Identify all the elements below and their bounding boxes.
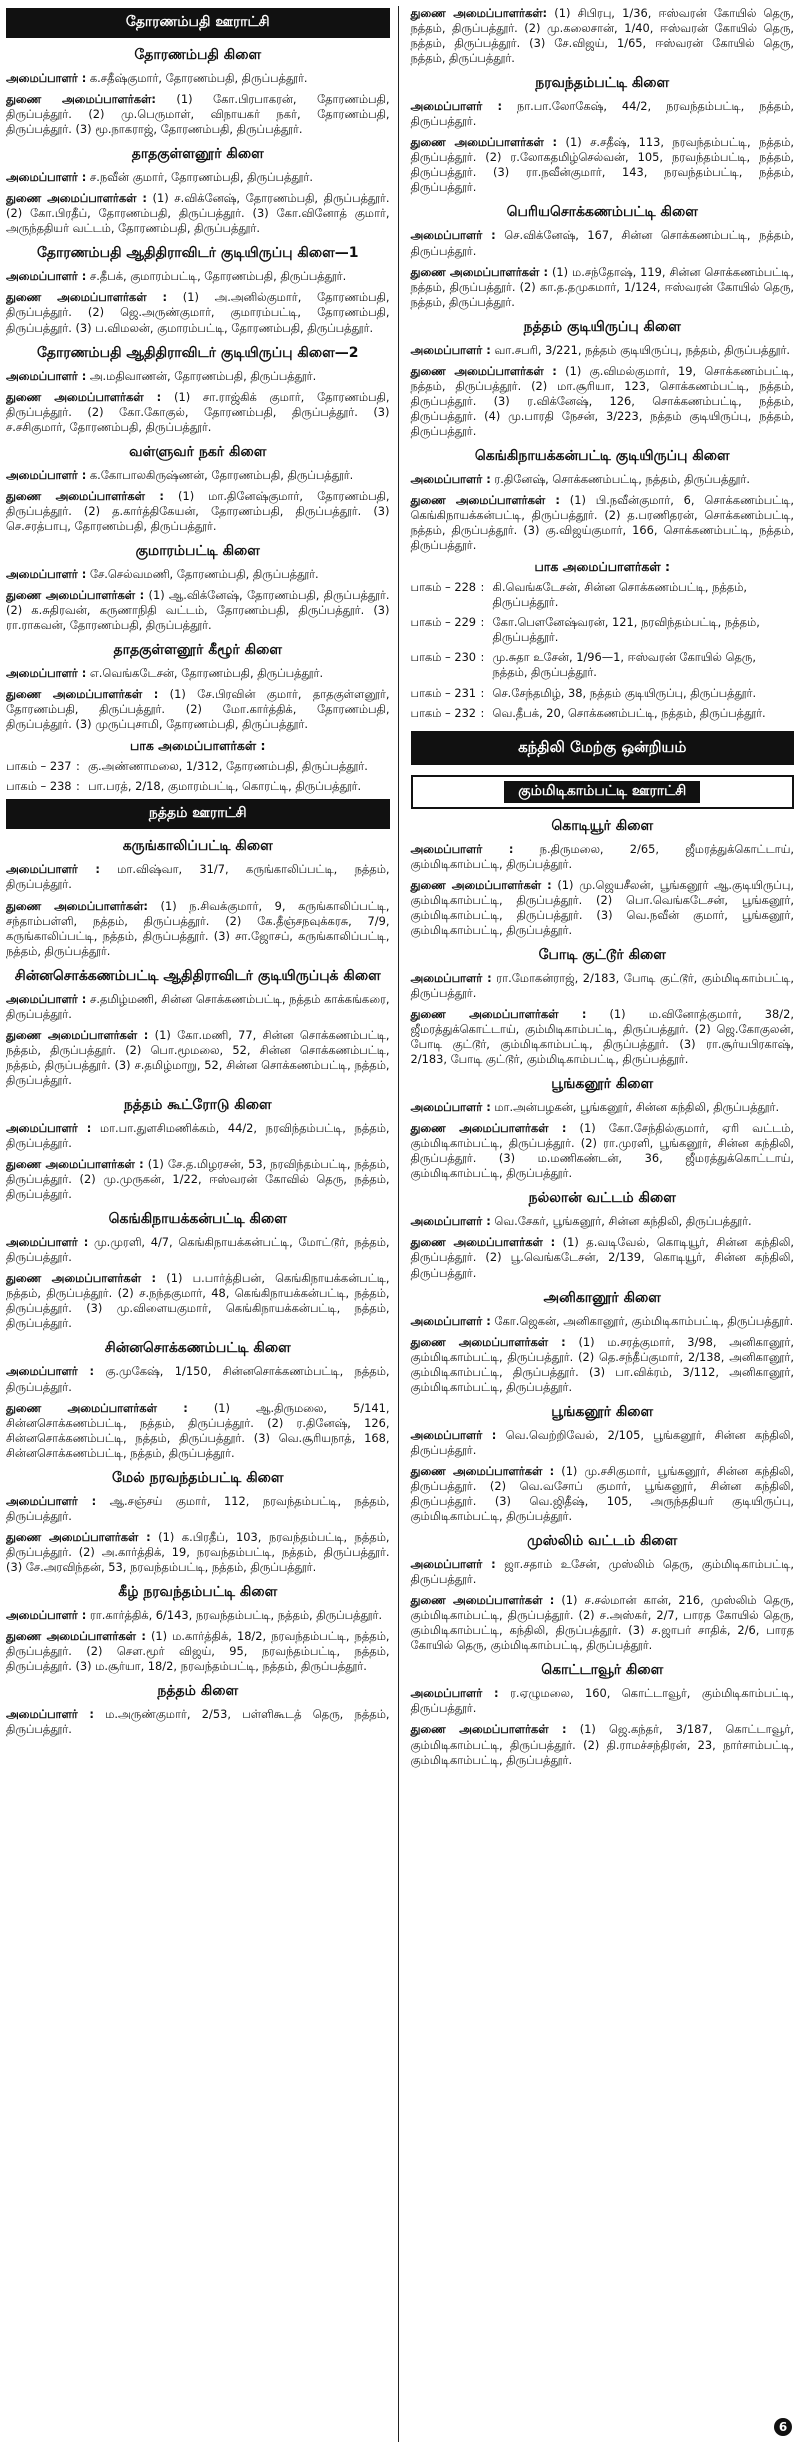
member-entry: [411, 842, 795, 872]
member-details: (1) ஆ.திருமலை, 5/141, சின்னசொக்கணம்பட்டி, நத்தம், திருப்பத்தூர். (2) ர.தினேஷ், 126, சின்னசொக்கணம்பட்டி, நத்தம், திருப்பத்தூர். (3) வெ.சூரியநாத், 168, சின்னசொக்கணம்பட்டி, நத்தம், திருப்பத்தூர்.: [6, 1400, 390, 1460]
booth-details: கோ.பௌனேஷ்வரன், 121, நரவிந்தம்பட்டி, நத்தம், திருப்பத்தூர்.: [492, 615, 760, 645]
booth-entry: [411, 686, 795, 701]
member-details: மா.விஷ்வா, 31/7, கருங்காலிப்பட்டி, நத்தம், திருப்பத்தூர்.: [6, 862, 390, 892]
booth-separator: :: [480, 685, 485, 700]
booth-entry: [411, 650, 795, 680]
member-entry: [411, 1557, 795, 1587]
branch-heading: தோரணம்பதி கிளை: [134, 47, 262, 63]
branch-heading: முஸ்லிம் வட்டம் கிளை: [527, 1533, 678, 1550]
role-label: அமைப்பாளர் :: [6, 862, 100, 877]
member-entry: [6, 687, 390, 732]
booth-details: கு.அண்ணாமலை, 1/312, தோரணம்பதி, திருப்பத்தூர்.: [88, 759, 368, 774]
branch-heading: பூங்கனூர் கிளை: [551, 1076, 654, 1093]
member-entry: [411, 364, 795, 439]
role-label: துணை அமைப்பாளர்கள் :: [6, 1271, 157, 1286]
member-entry: [411, 1428, 795, 1458]
member-details: ம.அருண்குமார், 2/53, பள்ளிகூடத் தெரு, நத்தம், திருப்பத்தூர்.: [6, 1707, 390, 1737]
role-label: அமைப்பாளர் :: [6, 566, 87, 581]
section-banner: தோரணம்பதி ஊராட்சி: [6, 8, 390, 38]
member-entry: [6, 1121, 390, 1151]
member-details: கோ.ஜெகன், அனிகானூர், கும்மிடிகாம்பட்டி, திருப்பத்தூர்.: [490, 1313, 794, 1328]
role-label: அமைப்பாளர் :: [410, 970, 492, 985]
member-entry: [411, 1100, 795, 1115]
member-entry: [6, 1401, 390, 1461]
role-label: அமைப்பாளர் :: [410, 471, 491, 486]
booth-entry: [6, 759, 390, 774]
member-details: (1) சே.பிரவின் குமார், தாதகுள்ளனூர், தோரணம்பதி, திருப்பத்தூர். (2) மோ.கார்த்திக், தோரணம்பதி, திருப்பத்தூர். (3) முருப்புசாமி, தோரணம்பதி, திருப்பத்தூர்.: [6, 687, 390, 732]
role-label: அமைப்பாளர் :: [6, 1707, 94, 1722]
section-banner-label: கும்மிடிகாம்பட்டி ஊராட்சி: [504, 781, 700, 803]
member-entry: [6, 290, 390, 335]
role-label: அமைப்பாளர் :: [410, 1557, 496, 1572]
member-details: சே.செல்வமணி, தோரணம்பதி, திருப்பத்தூர்.: [86, 566, 319, 581]
member-details: வெ.சேகர், பூங்கனூர், சின்ன கந்திலி, திருப்பத்தூர்.: [490, 1214, 752, 1229]
booth-separator: :: [480, 650, 485, 665]
member-details: (1) ச.சதீஷ், 113, நரவந்தம்பட்டி, நத்தம், திருப்பத்தூர். (2) ர.லோகதமிழ்செல்வன், 105, நரவந்தம்பட்டி, நத்தம், திருப்பத்தூர். (3) ரா.நவீன்குமார், 143, நரவந்தம்பட்டி, நத்தம், திருப்பத்தூர்.: [410, 135, 794, 195]
member-details: (1) ம.சரத்குமார், 3/98, அனிகானூர், கும்மிடிகாம்பட்டி, திருப்பத்தூர். (2) தெ.சந்தீப்குமார், 2/138, அனிகானூர், கும்மிடிகாம்பட்டி, திருப்பத்தூர். (3) பா.விக்ரம், 3/112, அனிகானூர், கும்மிடிகாம்பட்டி, திருப்பத்தூர்.: [410, 1334, 794, 1394]
role-label: அமைப்பாளர் :: [410, 1313, 491, 1328]
member-details: (1) சிபிரபு, 1/36, ஈஸ்வரன் கோயில் தெரு, நத்தம், திருப்பத்தூர். (2) மு.கலைசான், 1/40, ஈஸ்வரன் கோயில் தெரு, நத்தம், திருப்பத்தூர். (3) சே.விஜய், 1/65, ஈஸ்வரன் கோயில் தெரு, நத்தம், திருப்பத்தூர்.: [410, 6, 794, 66]
booth-heading: பாக அமைப்பாளர்கள் :: [534, 559, 671, 575]
booth-separator: :: [480, 580, 485, 595]
booth-entry: [6, 779, 390, 794]
role-label: அமைப்பாளர் :: [410, 342, 491, 357]
member-entry: [6, 1629, 390, 1674]
role-label: துணை அமைப்பாளர்கள் :: [410, 1006, 587, 1021]
role-label: அமைப்பாளர் :: [410, 1214, 491, 1229]
role-label: அமைப்பாளர் :: [6, 269, 87, 284]
member-details: வா.சபரி, 3/221, நத்தம் குடியிருப்பு, நத்தம், திருப்பத்தூர்.: [490, 342, 791, 357]
booth-details: செ.சேந்தமிழ், 38, நத்தம் குடியிருப்பு, திருப்பத்தூர்.: [492, 685, 757, 700]
role-label: துணை அமைப்பாளர்கள் :: [410, 1235, 556, 1250]
booth-separator: :: [76, 779, 80, 794]
role-label: அமைப்பாளர் :: [410, 1427, 497, 1442]
member-entry: [411, 971, 795, 1001]
member-details: மா.பா.துளசிமணிக்கம், 44/2, நரவிந்தம்பட்டி, நத்தம், திருப்பத்தூர்.: [6, 1120, 390, 1151]
branch-heading: நரவந்தம்பட்டி கிளை: [535, 75, 670, 92]
member-entry: [6, 269, 390, 284]
member-details: (1) மு.சசிகுமார், பூங்கனூர், சின்ன கந்திலி, திருப்பத்தூர். (2) வெ.வசோப் குமார், பூங்கனூர், சின்ன கந்திலி, திருப்பத்தூர். (3) வெ.ஜிதீஷ், 105, அருந்ததியர் குடியிருப்பு, கும்மிடிகாம்பட்டி, திருப்பத்தூர்.: [410, 1463, 794, 1524]
role-label: துணை அமைப்பாளர்கள் :: [6, 488, 164, 503]
booth-number: பாகம் – 238: [6, 779, 72, 794]
member-details: (1) கோ.சேந்தில்குமார், ஏரி வட்டம், கும்மிடிகாம்பட்டி, திருப்பத்தூர். (2) ரா.முரளி, பூங்கனூர், சின்ன கந்திலி, திருப்பத்தூர். (3) ம.மணிகண்டன், 36, ஜீமரத்துக்கொட்டாய், கும்மிடிகாம்பட்டி, திருப்பத்தூர்.: [410, 1121, 794, 1181]
member-entry: [6, 899, 390, 959]
branch-heading: நத்தம் குடியிருப்பு கிளை: [523, 318, 681, 335]
member-details: ந.திருமலை, 2/65, ஜீமரத்துக்கொட்டாய், கும்மிடிகாம்பட்டி, திருப்பத்தூர்.: [410, 841, 794, 871]
member-entry: [6, 1530, 390, 1575]
role-label: அமைப்பாளர் :: [410, 1100, 491, 1115]
role-label: துணை அமைப்பாளர்கள் :: [6, 687, 159, 702]
role-label: அமைப்பாளர் :: [6, 1493, 97, 1508]
member-details: (1) கோ.பிரபாகரன், தோரணம்பதி, திருப்பத்தூர். (2) மு.பெருமாள், விநாயகர் நகர், தோரணம்பதி, திருப்பத்தூர். (3) மூ.நாகராஜ், தோரணம்பதி, திருப்பத்தூர்.: [6, 92, 390, 137]
booth-number: பாகம் – 228: [410, 580, 477, 595]
member-details: ர.தினேஷ், சொக்கணம்பட்டி, நத்தம், திருப்பத்தூர்.: [490, 471, 750, 486]
role-label: அமைப்பாளர் :: [6, 1608, 87, 1622]
member-details: (1) ச.சல்மான் கான், 216, முஸ்லிம் தெரு, கும்மிடிகாம்பட்டி, திருப்பத்தூர். (2) ச.அஸ்கர், 2/7, பாரத கோயில் தெரு, கும்மிடிகாம்பட்டி, கந்திலி, திருப்பத்தூர். (3) ச.ஜாபர் சாதிக், 2/6, பாரத கோயில் தெரு, கும்மிடிகாம்பட்டி, திருப்பத்தூர்.: [410, 1593, 794, 1653]
member-entry: [6, 92, 390, 137]
branch-heading: போடி குட்டூர் கிளை: [538, 946, 666, 963]
member-entry: [411, 135, 795, 195]
branch-heading: கொடியூர் கிளை: [551, 817, 654, 834]
member-details: (1) கோ.மணி, 77, சின்ன சொக்கணம்பட்டி, நத்தம், திருப்பத்தூர். (2) பொ.மூமலை, 52, சின்ன சொக்கணம்பட்டி, நத்தம், திருப்பத்தூர். (3) ச.தமிழ்மாறு, 52, சின்ன சொக்கணம்பட்டி, நத்தம், திருப்பத்தூர்.: [6, 1027, 390, 1087]
branch-heading: கொட்டாவூர் கிளை: [541, 1662, 664, 1679]
role-label: துணை அமைப்பாளர்கள் :: [410, 1463, 555, 1478]
member-details: ரா.மோகன்ராஜ், 2/183, போடி குட்டூர், கும்மிடிகாம்பட்டி, திருப்பத்தூர்.: [410, 970, 794, 1000]
member-entry: [6, 862, 390, 892]
booth-details: கி.வெங்கடேசன், சின்ன சொக்கணம்பட்டி, நத்தம், திருப்பத்தூர்.: [492, 580, 748, 610]
member-details: ச.நவீன் குமார், தோரணம்பதி, திருப்பத்தூர்.: [86, 170, 313, 185]
role-label: துணை அமைப்பாளர்கள் :: [6, 1529, 151, 1544]
member-details: வெ.வெற்றிவேல், 2/105, பூங்கனூர், சின்ன கந்திலி, திருப்பத்தூர்.: [410, 1427, 794, 1457]
role-label: அமைப்பாளர் :: [6, 666, 87, 681]
member-entry: [6, 992, 390, 1022]
member-entry: [411, 472, 795, 487]
role-label: அமைப்பாளர் :: [6, 1120, 92, 1135]
member-details: ச.தீபக், குமாரம்பட்டி, தோரணம்பதி, திருப்பத்தூர்.: [86, 269, 347, 284]
role-label: துணை அமைப்பாளர்கள் :: [410, 1121, 567, 1136]
member-entry: [411, 6, 795, 66]
role-label: துணை அமைப்பாளர்கள்:: [6, 898, 148, 913]
member-entry: [6, 666, 390, 681]
booth-details: பா.பரத், 2/18, குமாரம்பட்டி, கொரட்டி, திருப்பத்தூர்.: [88, 779, 362, 794]
member-details: நா.பா.லோகேஷ், 44/2, நரவந்தம்பட்டி, நத்தம், திருப்பத்தூர்.: [410, 99, 794, 129]
member-entry: [411, 1235, 795, 1280]
member-details: க.சதீஷ்குமார், தோரணம்பதி, திருப்பத்தூர்.: [86, 71, 308, 85]
member-entry: [411, 1722, 795, 1767]
member-entry: [6, 1157, 390, 1202]
booth-number: பாகம் – 230: [410, 650, 477, 665]
branch-heading: கெங்கிநாயக்கன்பட்டி குடியிருப்பு கிளை: [474, 447, 730, 464]
role-label: அமைப்பாளர் :: [410, 841, 514, 856]
role-label: துணை அமைப்பாளர்கள் :: [6, 587, 145, 602]
member-details: எ.வெங்கடேசன், தோரணம்பதி, திருப்பத்தூர்.: [86, 666, 324, 681]
member-entry: [411, 343, 795, 358]
branch-heading: நத்தம் கிளை: [157, 1683, 239, 1700]
role-label: துணை அமைப்பாளர்கள் :: [6, 389, 162, 404]
role-label: துணை அமைப்பாளர்கள் :: [410, 493, 560, 508]
member-entry: [6, 71, 390, 86]
branch-heading: சின்னசொக்கணம்பட்டி கிளை: [104, 1340, 291, 1357]
left-column: [6, 6, 399, 2442]
role-label: துணை அமைப்பாளர்கள் :: [6, 1400, 188, 1415]
member-entry: [411, 1464, 795, 1524]
booth-heading: பாக அமைப்பாளர்கள் :: [129, 738, 266, 754]
member-entry: [6, 1235, 390, 1265]
member-details: அ.மதிவாணன், தோரணம்பதி, திருப்பத்தூர்.: [86, 368, 317, 383]
member-details: (1) ஜெ.கந்தர், 3/187, கொட்டாவூர், கும்மிடிகாம்பட்டி, திருப்பத்தூர். (2) தி.ராமச்சந்திரன், 23, நார்சாம்பட்டி, கும்மிடிகாம்பட்டி, திருப்பத்தூர்.: [410, 1722, 794, 1767]
member-entry: [411, 878, 795, 938]
branch-heading: அனிகானூர் கிளை: [543, 1289, 661, 1306]
member-entry: [6, 170, 390, 185]
role-label: அமைப்பாளர் :: [410, 1686, 499, 1701]
branch-heading: கெங்கிநாயக்கன்பட்டி கிளை: [108, 1211, 287, 1228]
role-label: துணை அமைப்பாளர்கள் :: [6, 1629, 146, 1644]
role-label: அமைப்பாளர் :: [6, 467, 87, 482]
branch-heading: நல்லான் வட்டம் கிளை: [528, 1190, 676, 1207]
booth-details: மு.சுதா உசேன், 1/96—1, ஈஸ்வரன் கோயில் தெரு, நத்தம், திருப்பத்தூர்.: [492, 650, 756, 680]
member-entry: [6, 1707, 390, 1737]
member-details: (1) ச.விக்னேஷ், தோரணம்பதி, திருப்பத்தூர். (2) கோ.பிரதீப், தோரணம்பதி, திருப்பத்தூர். (3) கோ.வினோத் குமார், அருந்ததியர் வட்டம், தோரணம்பதி, திருப்பத்தூர்.: [6, 191, 390, 236]
section-banner: [411, 775, 795, 809]
branch-heading: தாதகுள்ளனூர் கீழூர் கிளை: [113, 642, 282, 659]
section-banner: நத்தம் ஊராட்சி: [6, 799, 390, 829]
role-label: அமைப்பாளர் :: [6, 368, 87, 383]
member-details: ரா.கார்த்திக், 6/143, நரவந்தம்பட்டி, நத்தம், திருப்பத்தூர்.: [86, 1608, 383, 1622]
member-entry: [6, 489, 390, 534]
role-label: துணை அமைப்பாளர்கள் :: [410, 877, 552, 892]
member-details: ச.தமிழ்மணி, சின்ன சொக்கணம்பட்டி, நத்தம் காக்கங்கரை, திருப்பத்தூர்.: [6, 991, 390, 1021]
branch-heading: வள்ளுவர் நகர் கிளை: [129, 443, 267, 460]
member-details: க.கோபாலகிருஷ்ணன், தோரணம்பதி, திருப்பத்தூர்.: [86, 467, 354, 482]
member-details: (1) ம.கார்த்திக், 18/2, நரவந்தம்பட்டி, நத்தம், திருப்பத்தூர். (2) சௌ.மூர் விஜய், 95, நரவந்தம்பட்டி, நத்தம், திருப்பத்தூர். (3) ம.சூர்யா, 18/2, நரவந்தம்பட்டி, நத்தம், திருப்பத்தூர்.: [6, 1629, 390, 1674]
booth-entry: [411, 580, 795, 610]
branch-heading: பூங்கனூர் கிளை: [551, 1403, 654, 1420]
member-entry: [6, 191, 390, 236]
member-entry: [6, 588, 390, 633]
member-entry: [6, 390, 390, 435]
role-label: அமைப்பாளர் :: [410, 228, 496, 243]
member-details: (1) மு.ஜெயசீலன், பூங்கனூர் ஆ.குடியிருப்பு, கும்மிடிகாம்பட்டி, திருப்பத்தூர். (2) பொ.வெங்கடேசன், பூங்கனூர், கும்மிடிகாம்பட்டி, திருப்பத்தூர். (3) வெ.நவீன் குமார், பூங்கனூர், கும்மிடிகாம்பட்டி, திருப்பத்தூர்.: [410, 877, 794, 937]
member-details: (1) ஆ.விக்னேஷ், தோரணம்பதி, திருப்பத்தூர். (2) க.சுதிரவன், கருணாநிதி வட்டம், தோரணம்பதி, திருப்பத்தூர். (3) ரா.ராகவன், தோரணம்பதி, திருப்பத்தூர்.: [6, 587, 390, 633]
branch-heading: குமாரம்பட்டி கிளை: [135, 542, 260, 559]
union-banner: கந்திலி மேற்கு ஒன்றியம்: [411, 731, 795, 765]
member-details: மு.முரளி, 4/7, கெங்கிநாயக்கன்பட்டி, மோட்டூர், நத்தம், திருப்பத்தூர்.: [6, 1235, 390, 1265]
role-label: அமைப்பாளர் :: [6, 1235, 89, 1250]
branch-heading: தோரணம்பதி ஆதிதிராவிடர் குடியிருப்பு கிளை—2: [36, 344, 359, 361]
role-label: அமைப்பாளர் :: [6, 1364, 94, 1379]
member-entry: [411, 1121, 795, 1181]
right-column: [409, 6, 795, 2442]
role-label: அமைப்பாளர் :: [410, 99, 503, 114]
role-label: துணை அமைப்பாளர்கள் :: [410, 135, 558, 150]
role-label: துணை அமைப்பாளர்கள் :: [6, 191, 147, 206]
branch-heading: பெரியசொக்கணம்பட்டி கிளை: [506, 204, 698, 221]
member-details: (1) த.வடிவேல், கொடியூர், சின்ன கந்திலி, திருப்பத்தூர். (2) பூ.வெங்கடேசன், 2/139, கொடியூர், சின்ன கந்திலி, திருப்பத்தூர்.: [410, 1235, 794, 1280]
branch-heading: தாதகுள்ளனூர் கிளை: [131, 146, 264, 163]
booth-number: பாகம் – 237: [6, 759, 72, 774]
member-entry: [411, 265, 795, 310]
member-details: ர.ஏழுமலை, 160, கொட்டாவூர், கும்மிடிகாம்பட்டி, திருப்பத்தூர்.: [410, 1686, 794, 1716]
member-entry: [411, 493, 795, 553]
role-label: துணை அமைப்பாளர்கள் :: [410, 264, 549, 279]
member-details: ஜா.சதாம் உசேன், முஸ்லிம் தெரு, கும்மிடிகாம்பட்டி, திருப்பத்தூர்.: [410, 1557, 794, 1587]
member-entry: [411, 1686, 795, 1716]
branch-heading: நத்தம் கூட்ரோடு கிளை: [123, 1096, 272, 1113]
member-details: (1) ப.பார்த்திபன், கெங்கிநாயக்கன்பட்டி, நத்தம், திருப்பத்தூர். (2) ச.நந்தகுமார், 48, கெங்கிநாயக்கன்பட்டி, நத்தம், திருப்பத்தூர். (3) மு.விளையகுமார், கெங்கிநாயக்கன்பட்டி, நத்தம், திருப்பத்தூர்.: [6, 1271, 390, 1331]
member-details: (1) ம.வினோத்குமார், 38/2, ஜீமரத்துக்கொட்டாய், கும்மிடிகாம்பட்டி, திருப்பத்தூர். (2) ஜெ.கோகுலன், போடி குட்டூர், கும்மிடிகாம்பட்டி, திருப்பத்தூர். (3) ரா.சூர்யபிரகாஷ், 2/183, போடி குட்டூர், கும்மிடிகாம்பட்டி, திருப்பத்தூர்.: [410, 1006, 794, 1067]
branch-heading: கீழ் நரவந்தம்பட்டி கிளை: [118, 1584, 278, 1600]
member-details: செ.விக்னேஷ், 167, சின்ன சொக்கணம்பட்டி, நத்தம், திருப்பத்தூர்.: [410, 228, 794, 258]
member-entry: [6, 567, 390, 582]
member-entry: [6, 1028, 390, 1088]
member-details: ஆ.சஞ்சய் குமார், 112, நரவந்தம்பட்டி, நத்தம், திருப்பத்தூர்.: [6, 1493, 390, 1523]
member-details: கு.முகேஷ், 1/150, சின்னசொக்கணம்பட்டி, நத்தம், திருப்பத்தூர்.: [6, 1364, 390, 1394]
member-entry: [411, 1335, 795, 1395]
booth-details: வெ.தீபக், 20, சொக்கணம்பட்டி, நத்தம், திருப்பத்தூர்.: [492, 705, 766, 720]
booth-entry: [411, 706, 795, 721]
member-entry: [411, 99, 795, 129]
role-label: அமைப்பாளர் :: [6, 170, 87, 185]
role-label: துணை அமைப்பாளர்கள் :: [6, 1157, 144, 1172]
member-entry: [411, 1007, 795, 1067]
role-label: துணை அமைப்பாளர்கள் :: [410, 1334, 566, 1349]
member-details: (1) மா.தினேஷ்குமார், தோரணம்பதி, திருப்பத்தூர். (2) த.கார்த்திகேயன், தோரணம்பதி, திருப்பத்தூர். (3) செ.சரத்பாபு, தோரணம்பதி, திருப்பத்தூர்.: [6, 488, 390, 533]
member-details: (1) க.பிரதீப், 103, நரவந்தம்பட்டி, நத்தம், திருப்பத்தூர். (2) அ.கார்த்திக், 19, நரவந்தம்பட்டி, நத்தம், திருப்பத்தூர். (3) சே.அரவிந்தன், 53, நரவந்தம்பட்டி, நத்தம், திருப்பத்தூர்.: [6, 1529, 390, 1574]
member-details: (1) ந.சிவக்குமார், 9, கருங்காலிப்பட்டி, சந்தாம்பள்ளி, நத்தம், திருப்பத்தூர். (2) கே.தீஞ்சநவுக்கரசு, 7/9, கருங்காலிப்பட்டி, நத்தம், திருப்பத்தூர். (3) சா.ஜோசப், கருங்காலிப்பட்டி, நத்தம், திருப்பத்தூர்.: [6, 898, 390, 958]
member-entry: [411, 1314, 795, 1329]
member-details: (1) அ.அனில்குமார், தோரணம்பதி, திருப்பத்தூர். (2) ஜெ.அருண்குமார், குமாரம்பட்டி, தோரணம்பதி, திருப்பத்தூர். (3) ப.விமலன், குமாரம்பட்டி, தோரணம்பதி, திருப்பத்தூர்.: [6, 290, 390, 335]
role-label: துணை அமைப்பாளர்கள் :: [6, 1027, 149, 1042]
booth-separator: :: [480, 615, 485, 630]
branch-heading: தோரணம்பதி ஆதிதிராவிடர் குடியிருப்பு கிளை—1: [36, 245, 359, 262]
member-details: (1) ம.சந்தோஷ், 119, சின்ன சொக்கணம்பட்டி, நத்தம், திருப்பத்தூர். (2) கா.த.தமுகமார், 1/124, ஈஸ்வரன் கோயில் தெரு, நத்தம், திருப்பத்தூர்.: [410, 264, 794, 309]
member-entry: [6, 369, 390, 384]
booth-separator: :: [480, 705, 485, 720]
member-entry: [6, 1271, 390, 1331]
role-label: துணை அமைப்பாளர்கள் :: [410, 363, 557, 378]
role-label: துணை அமைப்பாளர்கள் :: [6, 290, 168, 305]
booth-separator: :: [76, 759, 80, 774]
role-label: துணை அமைப்பாளர்கள்:: [410, 6, 548, 20]
member-details: மா.அன்பழகன், பூங்கனூர், சின்ன கந்திலி, திருப்பத்தூர்.: [490, 1100, 780, 1115]
role-label: துணை அமைப்பாளர்கள் :: [410, 1593, 555, 1608]
role-label: அமைப்பாளர் :: [6, 991, 87, 1006]
role-label: அமைப்பாளர் :: [6, 71, 87, 85]
branch-heading: மேல் நரவந்தம்பட்டி கிளை: [111, 1469, 284, 1486]
member-details: (1) பி.நவீன்குமார், 6, சொக்கணம்பட்டி, கெங்கிநாயக்கன்பட்டி, திருப்பத்தூர். (2) த.பரணிதரன், சொக்கணம்பட்டி, நத்தம், திருப்பத்தூர். (3) கு.விஜய்குமார், 166, சொக்கணம்பட்டி, நத்தம், திருப்பத்தூர்.: [410, 493, 794, 553]
role-label: துணை அமைப்பாளர்கள் :: [410, 1722, 567, 1737]
booth-entry: [411, 615, 795, 645]
member-entry: [6, 468, 390, 483]
member-entry: [411, 1593, 795, 1653]
booth-number: பாகம் – 229: [410, 615, 477, 630]
member-details: (1) சே.த.மிழரசன், 53, நரவிந்தம்பட்டி, நத்தம், திருப்பத்தூர். (2) மு.முருகன், 1/22, ஈஸ்வரன் கோவில் தெரு, நத்தம், திருப்பத்தூர்.: [6, 1157, 390, 1202]
member-entry: [411, 228, 795, 258]
booth-number: பாகம் – 231: [410, 685, 477, 700]
booth-number: பாகம் – 232: [410, 705, 477, 720]
role-label: துணை அமைப்பாளர்கள்:: [6, 92, 156, 107]
member-details: (1) கு.விமல்குமார், 19, சொக்கணம்பட்டி, நத்தம், திருப்பத்தூர். (2) மா.சூரியா, 123, சொக்கணம்பட்டி, நத்தம், திருப்பத்தூர். (3) ர.விக்னேஷ், 126, சொக்கணம்பட்டி, நத்தம், திருப்பத்தூர். (4) மு.பாரதி நேசன், 3/223, நத்தம் குடியிருப்பு, நத்தம், திருப்பத்தூர்.: [410, 363, 794, 438]
member-entry: [6, 1608, 390, 1623]
branch-heading: சின்னசொக்கணம்பட்டி ஆதிதிராவிடர் குடியிருப்புக் கிளை: [14, 967, 381, 984]
page-number-badge: 6: [774, 2418, 792, 2436]
member-entry: [411, 1214, 795, 1229]
member-entry: [6, 1494, 390, 1524]
member-entry: [6, 1364, 390, 1394]
branch-heading: கருங்காலிப்பட்டி கிளை: [122, 838, 273, 855]
member-details: (1) சா.ராஜ்கிக் குமார், தோரணம்பதி, திருப்பத்தூர். (2) கோ.கோகுல், தோரணம்பதி, திருப்பத்தூர். (3) ச.சசிகுமார், தோரணம்பதி, திருப்பத்தூர்.: [6, 389, 390, 434]
